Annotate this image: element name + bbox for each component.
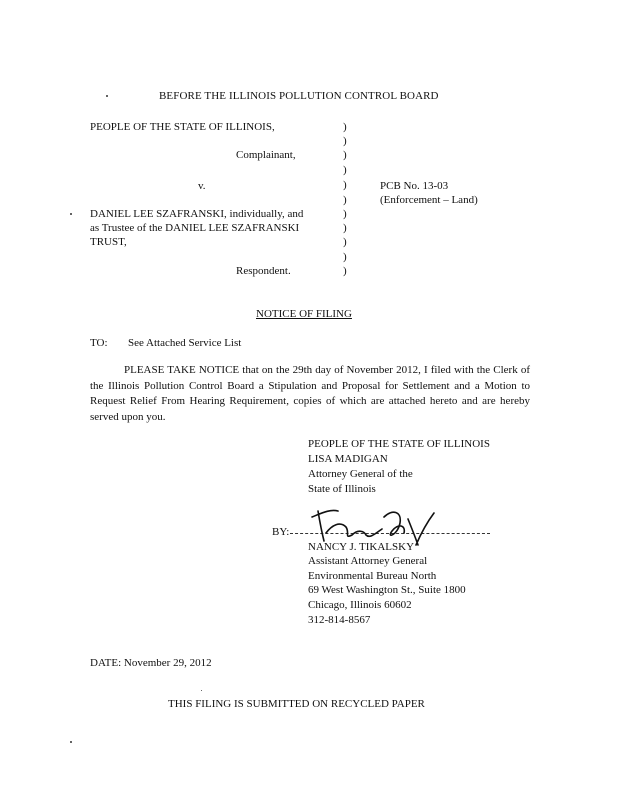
bracket: )	[343, 208, 347, 220]
attorney-name: NANCY J. TIKALSKY	[308, 541, 415, 553]
case-number: PCB No. 13-03	[380, 180, 449, 192]
scan-speck	[70, 741, 72, 743]
notice-title: NOTICE OF FILING	[256, 308, 352, 320]
respondent-line-1: DANIEL LEE SZAFRANSKI, individually, and	[90, 208, 304, 220]
sig-ag-title-1: Attorney General of the	[308, 468, 413, 480]
notice-body	[90, 363, 530, 425]
complainant-name: PEOPLE OF THE STATE OF ILLINOIS,	[90, 121, 275, 133]
bracket: )	[343, 251, 347, 263]
bracket: )	[343, 222, 347, 234]
bracket: )	[343, 135, 347, 147]
respondent-line-3: TRUST,	[90, 236, 127, 248]
by-label: BY:	[272, 526, 290, 538]
address-line-2: Chicago, Illinois 60602	[308, 599, 412, 611]
phone-number: 312-814-8567	[308, 614, 371, 626]
bureau-name: Environmental Bureau North	[308, 570, 437, 582]
address-line-1: 69 West Washington St., Suite 1800	[308, 584, 466, 596]
sig-ag-title-2: State of Illinois	[308, 483, 376, 495]
scan-speck	[106, 95, 108, 97]
bracket: )	[343, 265, 347, 277]
recycled-paper-note: THIS FILING IS SUBMITTED ON RECYCLED PAPER	[168, 698, 425, 710]
versus-label: v.	[198, 180, 206, 192]
court-heading: BEFORE THE ILLINOIS POLLUTION CONTROL BOARD	[159, 90, 439, 102]
bracket: )	[343, 179, 347, 191]
bracket: )	[343, 149, 347, 161]
sig-attorney-general: LISA MADIGAN	[308, 453, 388, 465]
sig-party: PEOPLE OF THE STATE OF ILLINOIS	[308, 438, 490, 450]
bracket: )	[343, 194, 347, 206]
respondent-line-2: as Trustee of the DANIEL LEE SZAFRANSKI	[90, 222, 300, 234]
complainant-role: Complainant,	[236, 149, 296, 161]
bracket: )	[343, 121, 347, 133]
to-value: See Attached Service List	[128, 337, 242, 349]
scan-speck	[201, 690, 202, 691]
filing-date: DATE: November 29, 2012	[90, 657, 212, 669]
bracket: )	[343, 164, 347, 176]
case-type: (Enforcement – Land)	[380, 194, 478, 206]
notice-body-text: PLEASE TAKE NOTICE that on the 29th day of November 2012, I filed with the Clerk of the Illinois Pollution Control Board a Stipulation and Proposal for Settlement and a Motion to Request Relief From Hearing Requirement, copies of which are attached hereto and are hereby served upon you.	[90, 364, 530, 423]
respondent-role: Respondent.	[236, 265, 291, 277]
to-label: TO:	[90, 337, 108, 349]
attorney-title: Assistant Attorney General	[308, 555, 428, 567]
scan-speck	[70, 213, 72, 215]
bracket: )	[343, 236, 347, 248]
